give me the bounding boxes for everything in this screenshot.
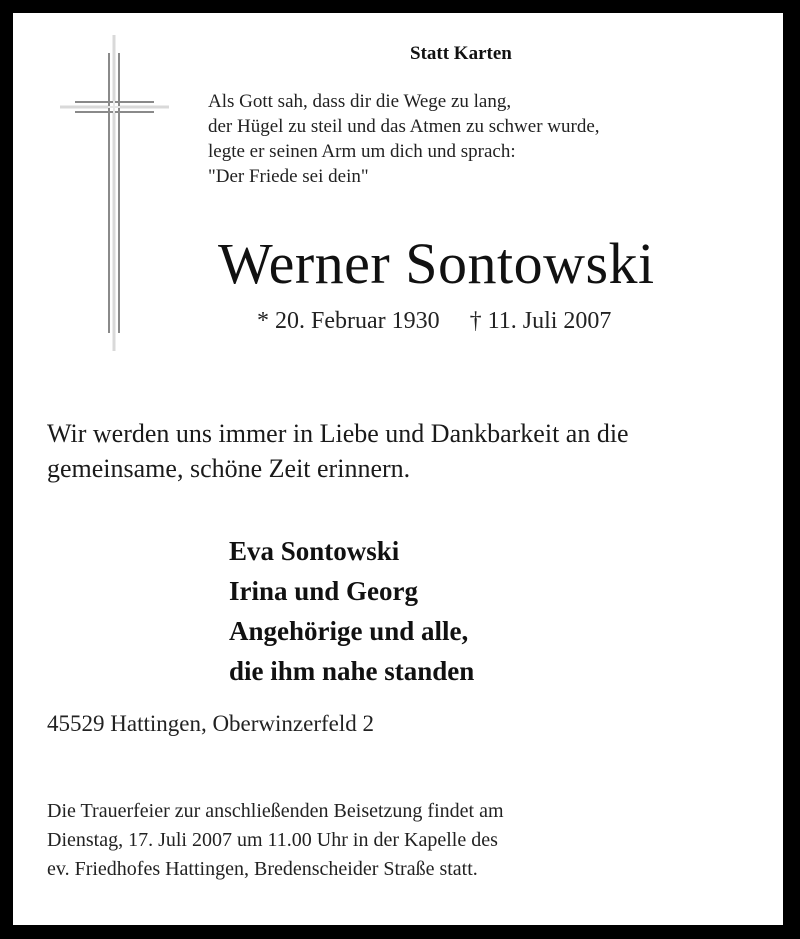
mourners-list (229, 531, 474, 691)
tribute-line: Wir werden uns immer in Liebe und Dankbarkeit an die (47, 419, 629, 448)
funeral-info (47, 797, 504, 884)
funeral-line: Dienstag, 17. Juli 2007 um 11.00 Uhr in der Kapelle des (47, 829, 498, 851)
cross-icon (13, 13, 213, 373)
deceased-name: Werner Sontowski (218, 231, 655, 296)
poem-line: legte er seinen Arm um dich und sprach: (208, 141, 516, 162)
tribute-line: gemeinsame, schöne Zeit erinnern. (47, 454, 411, 483)
death-date: † 11. Juli 2007 (469, 308, 612, 334)
birth-date: * 20. Februar 1930 (257, 308, 440, 334)
poem-line: "Der Friede sei dein" (208, 166, 369, 187)
tribute-text (47, 416, 629, 486)
obituary-card (13, 13, 783, 925)
family-address: 45529 Hattingen, Oberwinzerfeld 2 (47, 711, 375, 736)
funeral-line: Die Trauerfeier zur anschließenden Beisetzung findet am (47, 800, 504, 822)
life-dates (257, 308, 611, 335)
mourner: die ihm nahe standen (229, 656, 475, 686)
poem-line: der Hügel zu steil und das Atmen zu schwer wurde, (208, 116, 600, 137)
mourner: Irina und Georg (229, 576, 419, 606)
funeral-line: ev. Friedhofes Hattingen, Bredenscheider Straße statt. (47, 858, 478, 880)
poem (208, 89, 600, 189)
poem-line: Als Gott sah, dass dir die Wege zu lang, (208, 91, 512, 112)
mourner: Angehörige und alle, (229, 616, 469, 646)
mourner: Eva Sontowski (229, 536, 400, 566)
header-statt-karten: Statt Karten (410, 43, 512, 64)
